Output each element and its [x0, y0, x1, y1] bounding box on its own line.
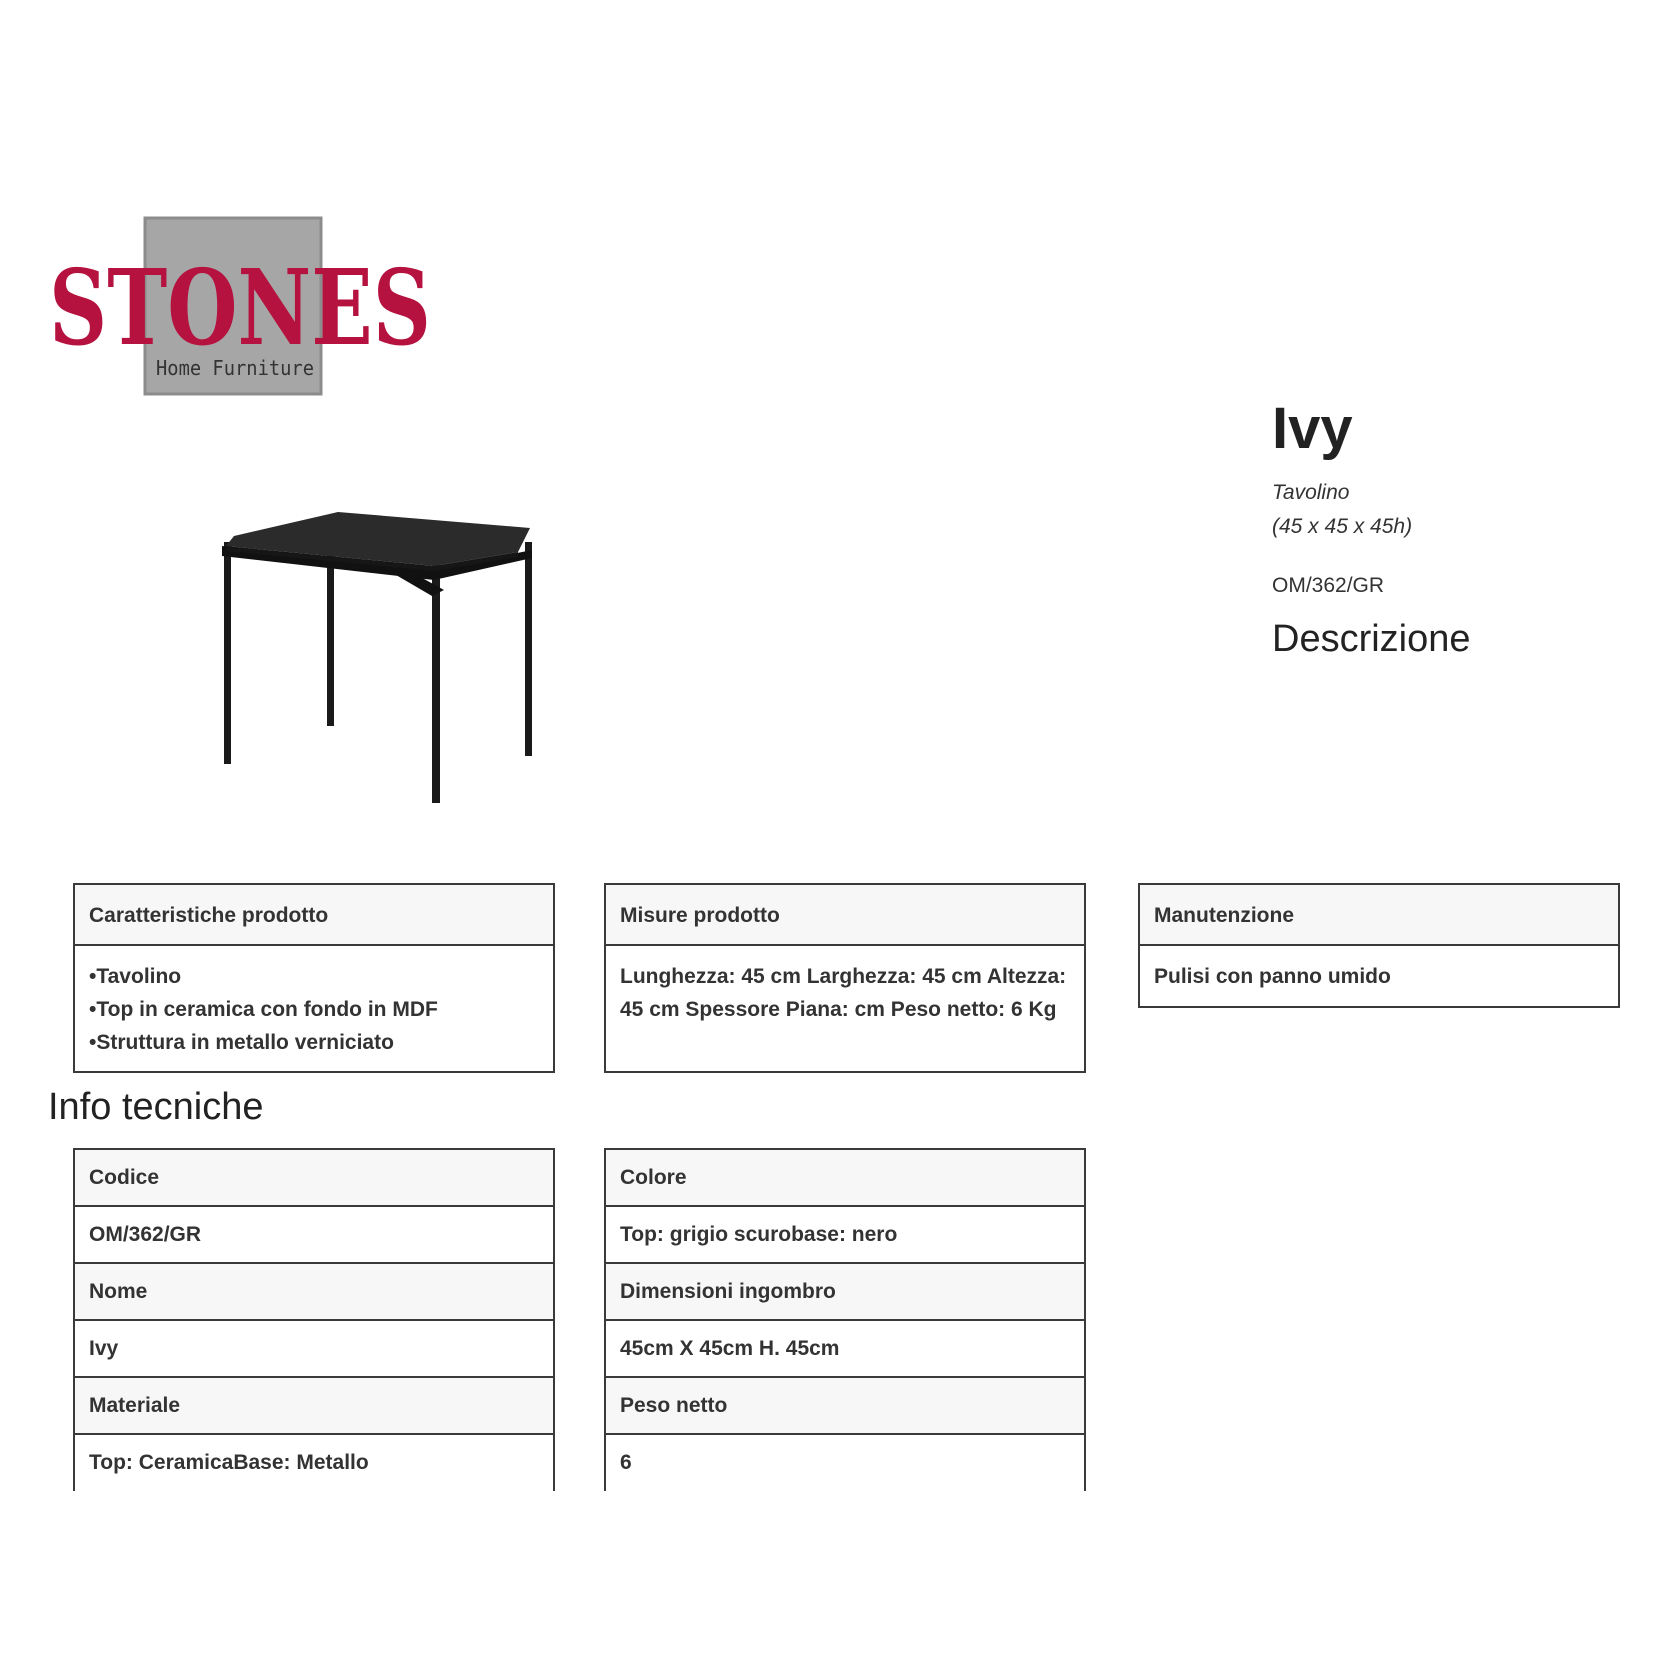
- logo-wordmark: STONES: [49, 246, 431, 369]
- table-leg: [224, 542, 231, 764]
- value-cell: Ivy: [74, 1320, 554, 1377]
- table-leg: [432, 545, 440, 803]
- table-row: [605, 1320, 1085, 1377]
- value-cell: OM/362/GR: [74, 1206, 554, 1263]
- product-type: Tavolino: [1272, 481, 1350, 504]
- info-tecniche-heading: Info tecniche: [48, 1086, 264, 1128]
- tech-table-right: [604, 1148, 1086, 1491]
- table-row: [74, 1263, 554, 1320]
- table-row: [605, 1377, 1085, 1434]
- features-box: [73, 883, 555, 1073]
- product-name: Ivy: [1272, 396, 1353, 461]
- features-list: [75, 946, 553, 1071]
- table-row: [74, 1320, 554, 1377]
- value-cell: 45cm X 45cm H. 45cm: [605, 1320, 1085, 1377]
- label-cell: Colore: [605, 1149, 1085, 1206]
- product-dimensions: (45 x 45 x 45h): [1272, 515, 1413, 538]
- maintenance-box: [1138, 883, 1620, 1008]
- table-row: [74, 1377, 554, 1434]
- measures-title: Misure prodotto: [606, 885, 1084, 946]
- features-title: Caratteristiche prodotto: [75, 885, 553, 946]
- side-table-image: [214, 500, 544, 810]
- list-item: • Struttura in metallo verniciato: [89, 1026, 539, 1059]
- description-heading: Descrizione: [1272, 618, 1471, 660]
- table-row: [605, 1149, 1085, 1206]
- label-cell: Materiale: [74, 1377, 554, 1434]
- maintenance-title: Manutenzione: [1140, 885, 1618, 946]
- product-header: [1272, 396, 1632, 661]
- label-cell: Codice: [74, 1149, 554, 1206]
- measures-box: [604, 883, 1086, 1073]
- table-row: [74, 1149, 554, 1206]
- table-row: [605, 1434, 1085, 1491]
- measures-text: Lunghezza: 45 cm Larghezza: 45 cm Altezza: 45 cm Spessore Piana: cm Peso netto: 6 Kg: [620, 965, 1067, 1021]
- table-row: [74, 1434, 554, 1491]
- value-cell: 6: [605, 1434, 1085, 1491]
- table-row: [605, 1263, 1085, 1320]
- list-item: • Tavolino: [89, 960, 539, 993]
- label-cell: Nome: [74, 1263, 554, 1320]
- brand-logo: [46, 216, 434, 400]
- label-cell: Peso netto: [605, 1377, 1085, 1434]
- list-item: • Top in ceramica con fondo in MDF: [89, 993, 539, 1026]
- tech-table-left: [73, 1148, 555, 1491]
- maintenance-text: Pulisi con panno umido: [1154, 965, 1391, 988]
- table-leg: [525, 542, 532, 756]
- value-cell: Top: grigio scurobase: nero: [605, 1206, 1085, 1263]
- logo-tagline: Home Furniture: [156, 356, 314, 380]
- table-row: [74, 1206, 554, 1263]
- value-cell: Top: CeramicaBase: Metallo: [74, 1434, 554, 1491]
- label-cell: Dimensioni ingombro: [605, 1263, 1085, 1320]
- table-row: [605, 1206, 1085, 1263]
- product-code: OM/362/GR: [1272, 574, 1385, 597]
- product-subtitle: [1272, 476, 1632, 544]
